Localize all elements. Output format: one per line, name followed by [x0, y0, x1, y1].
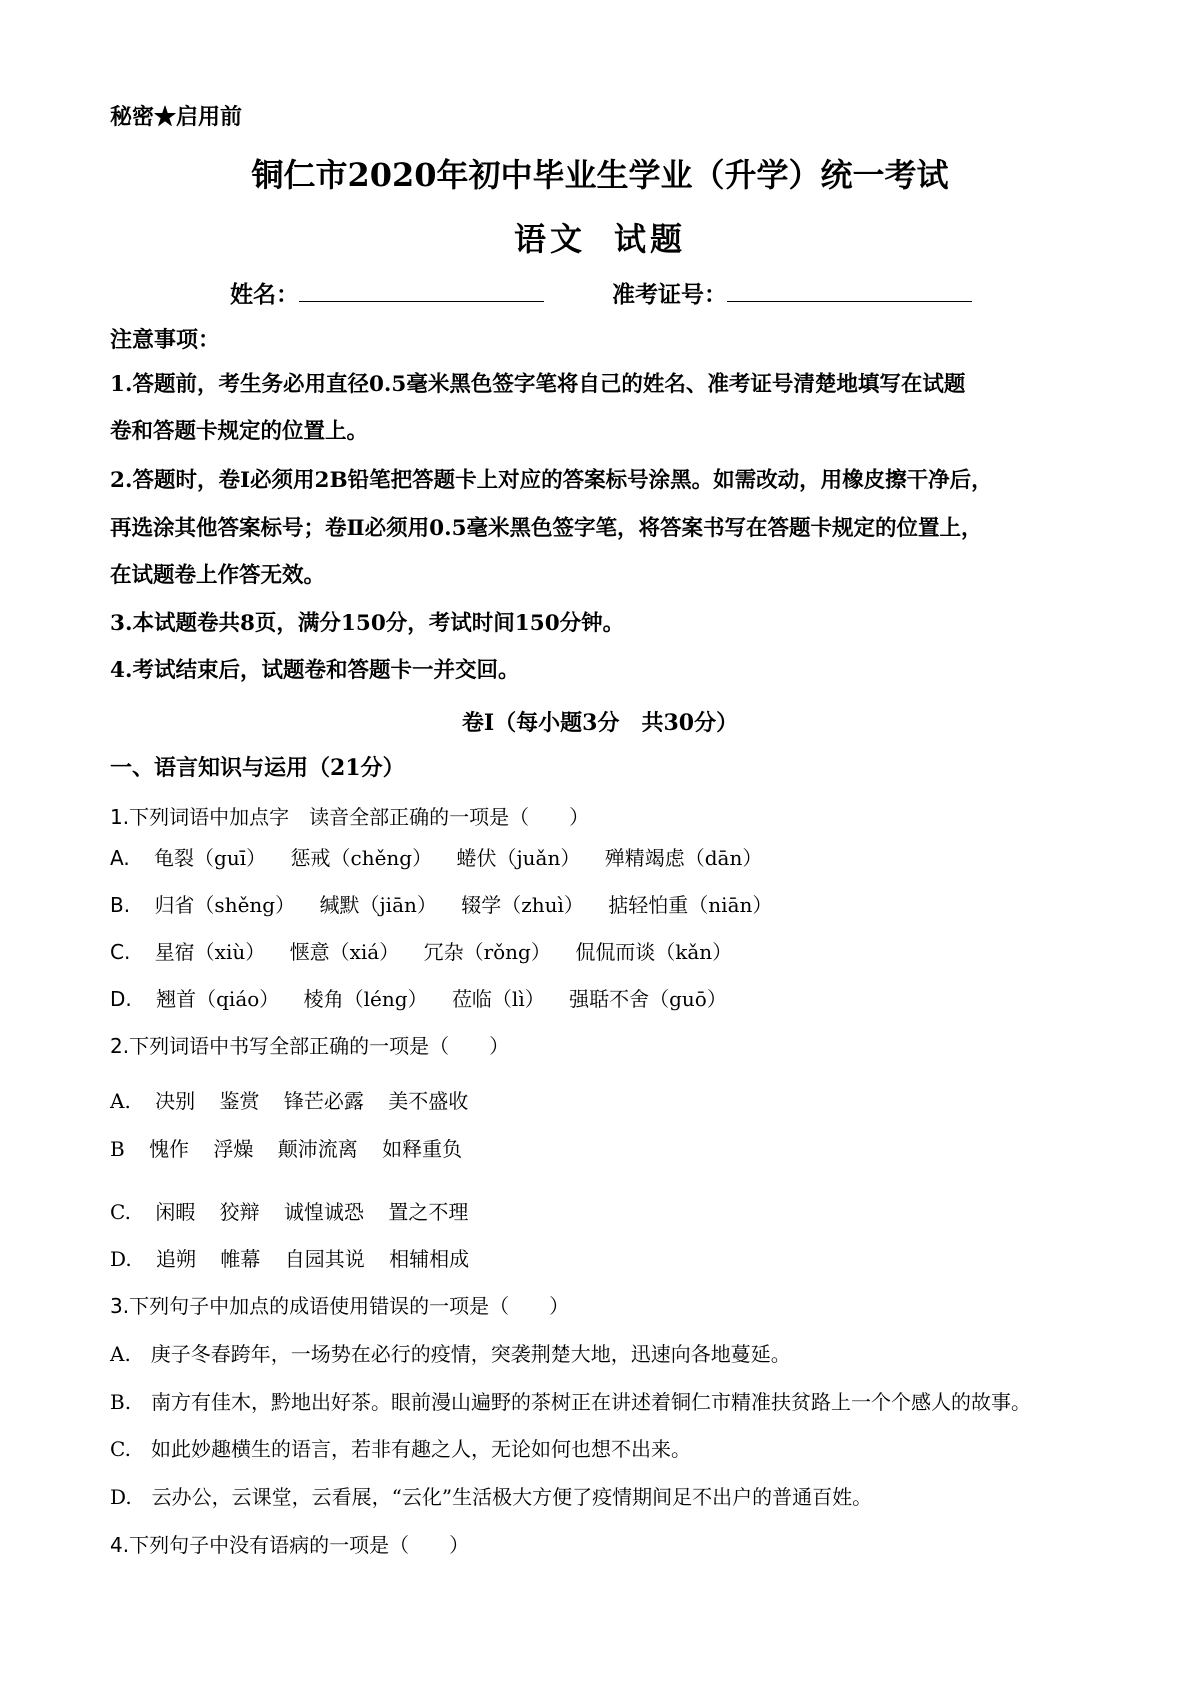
option-word: 蜷伏（juǎn） [456, 846, 581, 870]
option-word: 星宿（xiù） [154, 940, 266, 964]
option-word: 莅临（lì） [451, 987, 545, 1011]
question-2-option-a[interactable] [110, 1085, 468, 1114]
option-word: 强聒不舍（guō） [569, 987, 727, 1011]
option-word: 殚精竭虑（dān） [604, 846, 763, 870]
option-word: 相辅相成 [389, 1247, 470, 1271]
exam-title: 铜仁市2020年初中毕业生学业（升学）统一考试 [251, 156, 949, 194]
option-letter: C. [110, 1200, 131, 1224]
exam-number-field[interactable] [612, 276, 972, 309]
question-2-option-d[interactable] [110, 1243, 469, 1272]
question-3-stem: 3.下列句子中加点的成语使用错误的一项是（ ） [110, 1294, 570, 1318]
option-letter: B [110, 1137, 125, 1161]
question-3-option-b[interactable]: B. 南方有佳木，黔地出好茶。眼前漫山遍野的茶树正在讲述着铜仁市精准扶贫路上一个个感人的故事。 [110, 1390, 1032, 1414]
question-2-option-c[interactable] [110, 1196, 468, 1225]
option-word: 侃侃而谈（kǎn） [575, 940, 733, 964]
note-line: 4.考试结束后，试题卷和答题卡一并交回。 [110, 658, 520, 683]
question-2-option-b[interactable] [110, 1133, 462, 1162]
part-title: 一、语言知识与运用（21分） [110, 755, 405, 781]
option-word: 诚惶诚恐 [284, 1200, 365, 1224]
option-word: 美不盛收 [388, 1089, 469, 1113]
option-word: 狡辩 [219, 1200, 260, 1224]
note-line: 再选涂其他答案标号；卷Ⅱ必须用0.5毫米黑色签字笔，将答案书写在答题卡规定的位置上， [110, 516, 983, 541]
option-word: 愧作 [149, 1137, 190, 1161]
option-letter: A. [110, 846, 130, 870]
question-1-option-b[interactable] [110, 889, 772, 918]
option-word: 龟裂（guī） [154, 846, 267, 870]
option-word: 浮燥 [213, 1137, 254, 1161]
option-letter: A. [110, 1089, 131, 1113]
name-blank[interactable] [299, 279, 544, 302]
option-word: 追朔 [156, 1247, 197, 1271]
note-line: 3.本试题卷共8页，满分150分，考试时间150分钟。 [110, 611, 625, 636]
section-title: 卷Ⅰ（每小题3分 共30分） [461, 710, 739, 736]
option-word: 辍学（zhuì） [461, 893, 584, 917]
option-word: 决别 [155, 1089, 196, 1113]
option-word: 闲暇 [155, 1200, 196, 1224]
question-3-option-c[interactable]: C. 如此妙趣横生的语言，若非有趣之人，无论如何也想不出来。 [110, 1437, 691, 1461]
question-4-stem: 4.下列句子中没有语病的一项是（ ） [110, 1533, 470, 1557]
question-1-option-d[interactable] [110, 983, 727, 1012]
note-line: 1.答题前，考生务必用直径0.5毫米黑色签字笔将自己的姓名、准考证号清楚地填写在试题 [110, 372, 966, 397]
question-1-option-c[interactable] [110, 936, 732, 965]
note-line: 2.答题时，卷Ⅰ必须用2B铅笔把答题卡上对应的答案标号涂黑。如需改动，用橡皮擦干净后， [110, 468, 993, 493]
subject-suffix: 试题 [614, 220, 687, 258]
option-word: 帷幕 [220, 1247, 261, 1271]
question-1-option-a[interactable] [110, 842, 762, 871]
question-3-option-d[interactable]: D. 云办公，云课堂，云看展，“云化”生活极大方便了疫情期间足不出户的普通百姓。 [110, 1485, 873, 1509]
name-label: 姓名： [230, 281, 299, 308]
option-word: 棱角（léng） [303, 987, 428, 1011]
note-line: 在试题卷上作答无效。 [110, 563, 326, 588]
option-word: 归省（shěng） [154, 893, 296, 917]
option-word: 锋芒必露 [283, 1089, 364, 1113]
subject-name: 语文 [513, 220, 586, 258]
option-word: 惩戒（chěng） [290, 846, 433, 870]
option-word: 缄默（jiān） [319, 893, 437, 917]
option-word: 颠沛流离 [277, 1137, 358, 1161]
exam-number-label: 准考证号： [612, 281, 727, 308]
exam-number-blank[interactable] [727, 279, 972, 302]
note-line: 卷和答题卡规定的位置上。 [110, 419, 369, 444]
option-letter: C. [110, 940, 131, 964]
option-word: 掂轻怕重（niān） [608, 893, 773, 917]
question-2-stem: 2.下列词语中书写全部正确的一项是（ ） [110, 1034, 510, 1058]
option-word: 惬意（xiá） [289, 940, 400, 964]
option-letter: D. [110, 1247, 132, 1271]
notes-heading: 注意事项： [110, 327, 221, 353]
option-word: 冗杂（rǒng） [423, 940, 551, 964]
name-field[interactable] [230, 276, 544, 309]
question-3-option-a[interactable]: A. 庚子冬春跨年，一场势在必行的疫情，突袭荆楚大地，迅速向各地蔓延。 [110, 1342, 791, 1366]
option-word: 置之不理 [388, 1200, 469, 1224]
option-word: 如释重负 [382, 1137, 463, 1161]
confidential-label: 秘密★启用前 [110, 104, 243, 130]
option-letter: B. [110, 893, 131, 917]
option-word: 鉴赏 [219, 1089, 260, 1113]
option-word: 翘首（qiáo） [156, 987, 280, 1011]
subject-title [0, 214, 1200, 260]
option-letter: D. [110, 987, 132, 1011]
question-1-stem: 1.下列词语中加点字 读音全部正确的一项是（ ） [110, 805, 590, 829]
option-word: 自园其说 [284, 1247, 365, 1271]
